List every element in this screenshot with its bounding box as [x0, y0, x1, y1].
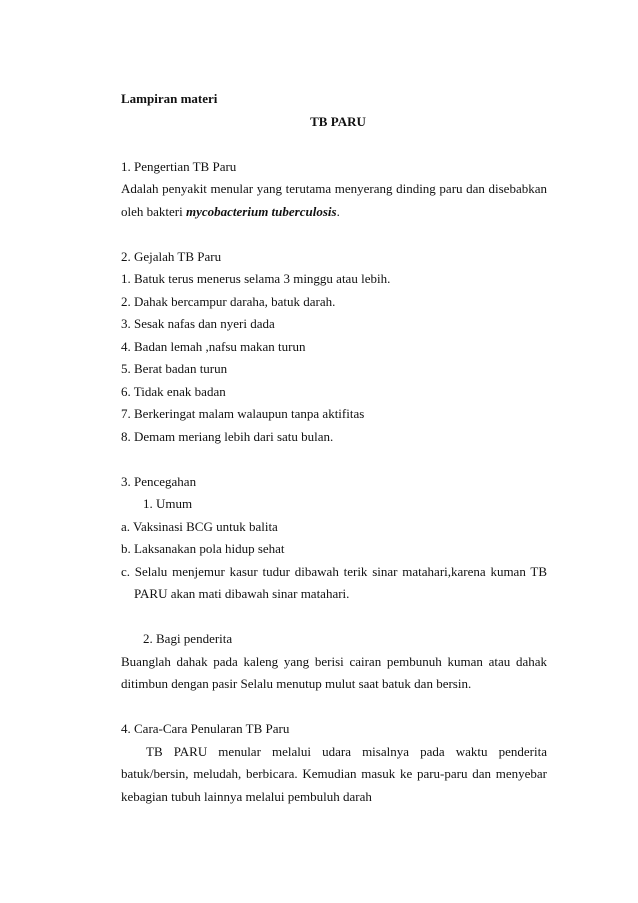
symptom-item: 5. Berat badan turun — [121, 361, 228, 376]
section-1-line-1: Adalah penyakit menular yang terutama menyerang dinding paru dan disebabkan — [121, 181, 547, 196]
symptom-item: 2. Dahak bercampur daraha, batuk darah. — [121, 293, 336, 309]
patient-advice-line-2: ditimbun dengan pasir Selalu menutup mulut saat batuk dan bersin. — [121, 676, 472, 691]
transmission-line-2: batuk/bersin, meludah, berbicara. Kemudian masuk ke paru-paru dan menyebar — [121, 766, 547, 781]
document-page — [121, 88, 547, 808]
subsection-umum: 1. Umum — [143, 496, 193, 511]
section-3-heading: 3. Pencegahan — [121, 473, 197, 489]
spacer — [121, 696, 547, 719]
prevention-item-c-line-2: PARU akan mati dibawah sinar matahari. — [134, 586, 350, 601]
bacteria-term: mycobacterium tuberculosis — [185, 203, 337, 219]
section-1-line-2 — [121, 201, 547, 224]
symptom-item: 1. Batuk terus menerus selama 3 minggu atau lebih. — [121, 271, 391, 286]
transmission-line-3: kebagian tubuh lainnya melalui pembuluh darah — [121, 788, 372, 804]
spacer — [121, 133, 547, 156]
prevention-item-c-line-1: c. Selalu menjemur kasur tudur dibawah terik sinar matahari,karena kuman TB — [121, 563, 547, 579]
section-1-line-2-prefix: oleh bakteri — [121, 203, 186, 219]
spacer — [121, 448, 547, 471]
patient-advice-line-1: Buanglah dahak pada kaleng yang berisi cairan pembunuh kuman atau dahak — [121, 653, 547, 669]
section-4-heading: 4. Cara-Cara Penularan TB Paru — [121, 721, 290, 736]
transmission-line-1: TB PARU menular melalui udara misalnya pada waktu penderita — [146, 743, 547, 759]
section-1-line-2-suffix: . — [336, 203, 340, 219]
subsection-penderita: 2. Bagi penderita — [143, 631, 233, 646]
symptom-item: 7. Berkeringat malam walaupun tanpa aktifitas — [121, 406, 365, 421]
symptom-item: 8. Demam meriang lebih dari satu bulan. — [121, 428, 334, 444]
symptom-item: 6. Tidak enak badan — [121, 383, 226, 399]
prevention-item-a: a. Vaksinasi BCG untuk balita — [121, 518, 278, 534]
spacer — [121, 223, 547, 246]
symptom-item: 4. Badan lemah ,nafsu makan turun — [121, 338, 306, 354]
section-1-heading: 1. Pengertian TB Paru — [121, 158, 237, 174]
prevention-item-b: b. Laksanakan pola hidup sehat — [121, 541, 285, 556]
symptom-item: 3. Sesak nafas dan nyeri dada — [121, 316, 275, 331]
document-title: TB PARU — [310, 113, 366, 129]
section-2-heading: 2. Gejalah TB Paru — [121, 248, 222, 264]
spacer — [121, 606, 547, 629]
document-heading: Lampiran materi — [121, 91, 218, 106]
